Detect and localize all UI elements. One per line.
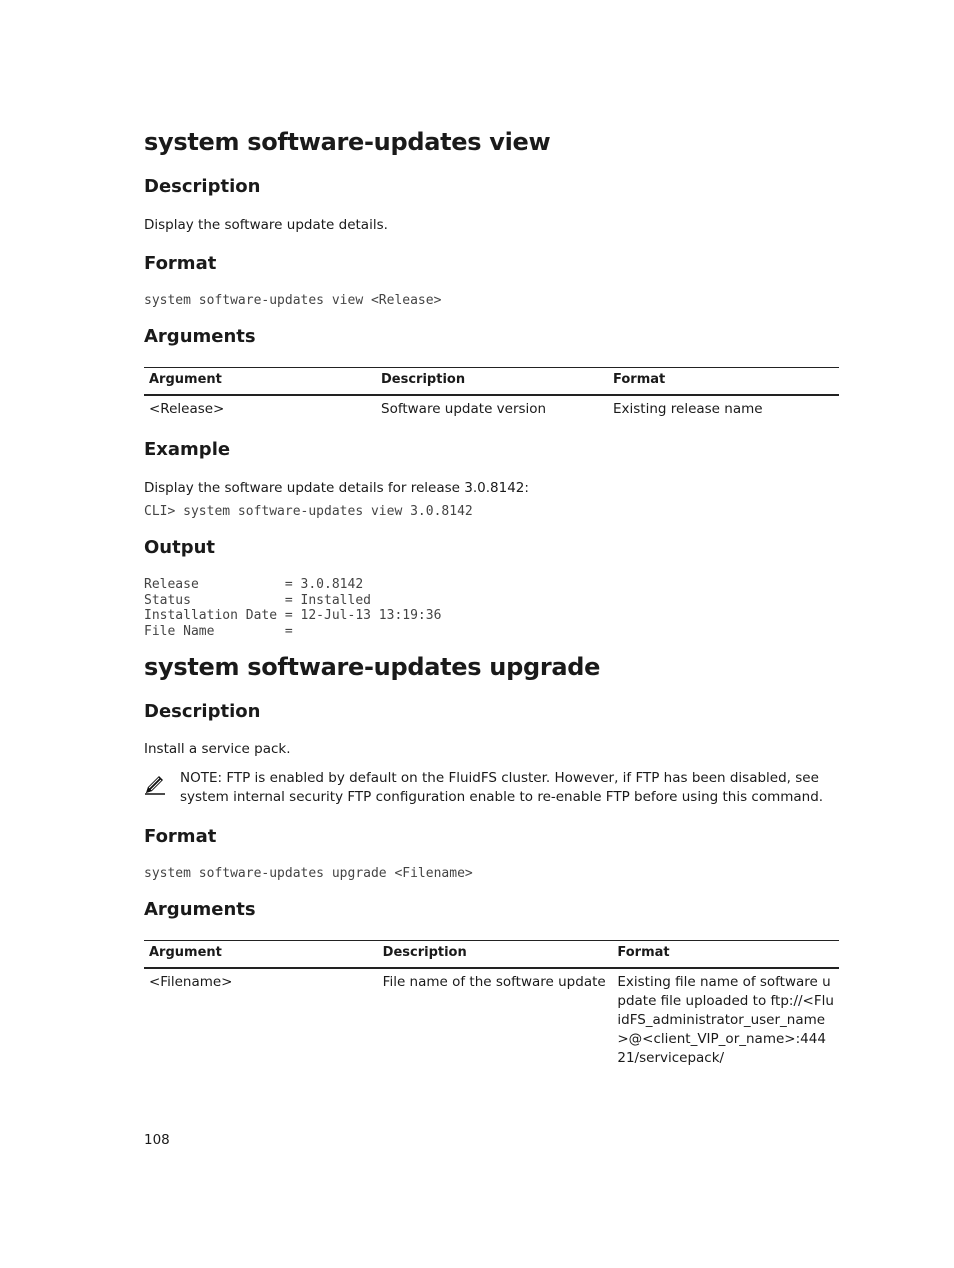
format-code: system software-updates upgrade <Filename> (144, 866, 473, 881)
arguments-heading: Arguments (144, 899, 256, 920)
table-cell: Software update version (381, 401, 547, 417)
table-header-row (144, 941, 839, 969)
description-heading: Description (144, 176, 261, 197)
table-header-row (144, 368, 839, 396)
format-heading: Format (144, 253, 217, 274)
example-heading: Example (144, 439, 231, 460)
note-label: NOTE: (180, 770, 223, 786)
arguments-table (144, 940, 839, 1072)
description-text: Install a service pack. (144, 741, 291, 757)
arguments-table (144, 367, 839, 423)
table-cell: File name of the software update (382, 974, 606, 990)
table-header-cell: Description (376, 368, 608, 396)
output-heading: Output (144, 537, 216, 558)
example-text: Display the software update details for release 3.0.8142: (144, 480, 529, 496)
table-header-cell: Argument (144, 368, 376, 396)
table-header-cell: Argument (144, 941, 378, 969)
note-text (180, 769, 840, 807)
section-title-upgrade: system software-updates upgrade (144, 653, 601, 681)
arguments-heading: Arguments (144, 326, 256, 347)
example-code: CLI> system software-updates view 3.0.8142 (144, 504, 473, 519)
output-code: Release = 3.0.8142 Status = Installed Installation Date = 12-Jul-13 13:19:36 File Name = (144, 577, 442, 639)
table-row (144, 395, 839, 423)
description-text: Display the software update details. (144, 217, 388, 233)
table-row (144, 968, 839, 1072)
page-number: 108 (144, 1132, 170, 1148)
table-cell: Existing file name of software update file uploaded to ftp://<FluidFS_administrator_user_name>@<client_VIP_or_name>:44421/servicepack/ (617, 974, 834, 1066)
table-header-cell: Format (608, 368, 839, 396)
section-title-view: system software-updates view (144, 128, 551, 156)
table-header-cell: Format (612, 941, 839, 969)
table-cell: Existing release name (613, 401, 763, 417)
pencil-note-icon (144, 773, 166, 795)
table-cell: <Release> (149, 401, 225, 417)
description-heading: Description (144, 701, 261, 722)
format-heading: Format (144, 826, 217, 847)
table-cell: <Filename> (149, 974, 233, 990)
format-code: system software-updates view <Release> (144, 293, 442, 308)
table-header-cell: Description (378, 941, 613, 969)
note-body: FTP is enabled by default on the FluidFS cluster. However, if FTP has been disabled, see system internal security FTP configuration enable to re-enable FTP before using this command. (180, 770, 824, 805)
